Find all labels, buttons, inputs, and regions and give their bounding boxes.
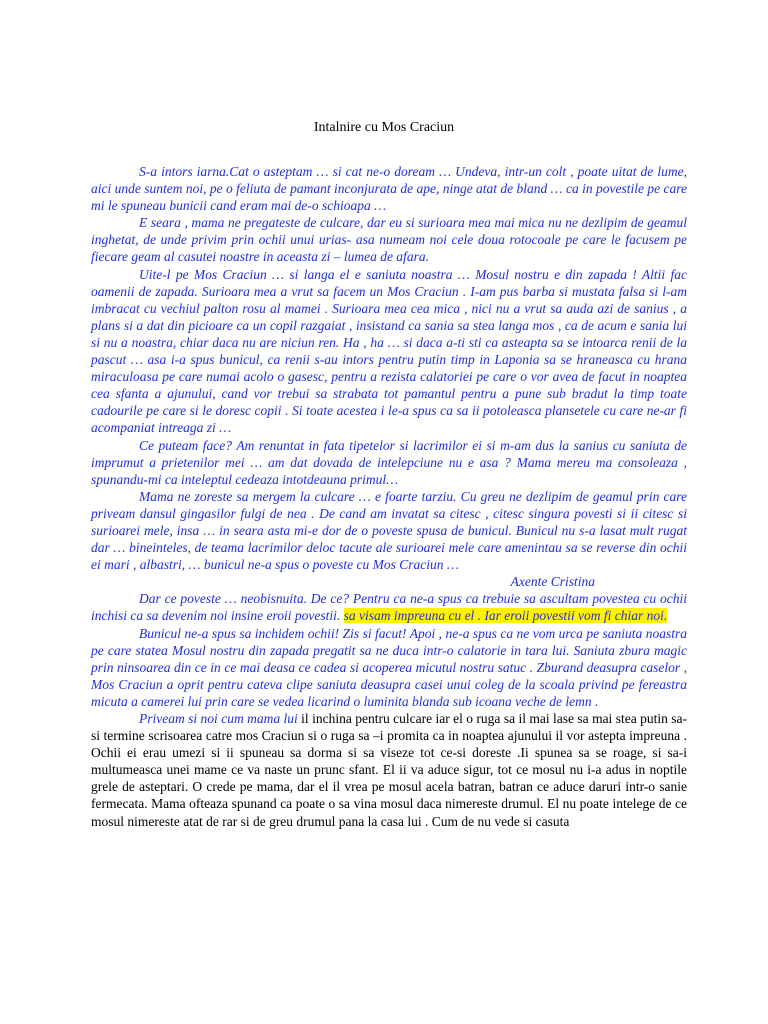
paragraph-4: Ce puteam face? Am renuntat in fata tipetelor si lacrimilor ei si m-am dus la sanius cu saniuta de imprumut a prietenilor mei … am dat dovada de intelepciune nu e asa ? Mama mereu ma consoleaza , spunandu-mi ca inteleptul cedeaza intotdeauna primul… (91, 437, 687, 487)
highlighted-text: sa visam impreuna cu el . Iar eroii povestii vom fi chiar noi. (343, 608, 668, 624)
paragraph-6-text: Dar ce poveste … neobisnuita. De ce? Pentru ca ne-a spus ca trebuie sa ascultam povestea cu ochii inchisi ca sa devenim noi insine eroii povestii. (91, 591, 687, 624)
paragraph-8 (91, 710, 687, 830)
paragraph-6 (91, 590, 687, 624)
document-body (91, 163, 687, 830)
author-name: Axente Cristina (510, 574, 595, 590)
paragraph-7: Bunicul ne-a spus sa inchidem ochii! Zis si facut! Apoi , ne-a spus ca ne vom urca pe saniuta noastra pe care statea Mosul nostru din zapada pregatit sa ne duca intr-o calatorie in tara lui. Saniuta zbura magic prin ninsoarea din ce in ce mai deasa ce cadea si acoperea micutul nostru satuc . Zburand deasupra caselor , Mos Craciun a oprit pentru cateva clipe saniuta deasupra casei unui coleg de la scoala privind pe fereastra micuta a camerei lui prin care se vedea licarind o luminita blanda sub icoana veche de lemn . (91, 625, 687, 709)
paragraph-2: E seara , mama ne pregateste de culcare, dar eu si surioara mea mai mica nu ne dezlipim de geamul inghetat, de unde privim prin ochii unui urias- asa numeam noi cele doua rotocoale pe care le facusem pe fiecare geam al casutei noastre in aceasta zi – lumea de afara. (91, 215, 687, 265)
paragraph-1: S-a intors iarna.Cat o asteptam … si cat ne-o doream … Undeva, intr-un colt , poate uitat de lume, aici unde suntem noi, pe o feliuta de pamant inconjurata de ape, ninge atat de bland … ca in povestile pe care mi le spuneau bunicii cand eram mai de-o schioapa … (91, 164, 688, 214)
paragraph-3: Uite-l pe Mos Craciun … si langa el e saniuta noastra … Mosul nostru e din zapada ! Altii fac oamenii de zapada. Surioara mea a vrut sa facem un Mos Craciun . I-am pus barba si mustata falsa si l-am imbracat cu vechiul palton rosu al mamei . Surioara mea cea mica , nici nu a vrut sa auda azi de sanius , a plans si a dat din picioare ca un copil razgaiat , insistand ca sania sa stea langa mos , ca de acum e sania lui si nu a noastra, chiar daca nu are niciun ren. Ha , ha … si daca a-ti sti ca asteapta sa se intoarca renii de la pascut … asa i-a spus bunicul, ca renii s-au intors pentru putin timp in Laponia sa se hraneasca cu hrana miraculoasa pe care numai acolo o gasesc, pentru a rezista calatoriei pe care o vor avea de facut in noaptea cea sfanta a ajunului, cand vor trebui sa strabata tot pamantul pentru a pune sub bradut la timp toate cadourile pe care si le doresc copii . Si toate acestea i le-a spus ca sa ii potoleasca plansetele cu care ne-ar fi acompaniat intreaga zi … (91, 266, 687, 436)
paragraph-5: Mama ne zoreste sa mergem la culcare … e foarte tarziu. Cu greu ne dezlipim de geamul prin care priveam dansul gingasilor fulgi de nea . De cand am invatat sa citesc , citesc singura povesti si ii citesc si surioarei mele, insa … in seara asta mi-e dor de o poveste spusa de bunicul. Bunicul nu s-a lasat mult rugat dar … bineinteles, de teama lacrimilor deloc tacute ale surioarei mele care amenintau sa se reverse din ochii ei mari , albastri, … bunicul ne-a spus o poveste cu Mos Craciun … (91, 488, 687, 573)
document-title: Intalnire cu Mos Craciun (313, 120, 455, 135)
paragraph-8-italic: Priveam si noi cum mama lui (139, 711, 298, 726)
paragraph-8-plain: il inchina pentru culcare iar el o ruga sa il mai lase sa mai stea putin sa-si termine scrisoarea catre mos Craciun si o ruga sa –i promita ca in noaptea ajunului il vor astepta impreuna . Ochii ei erau umezi si ii spuneau sa dorma si sa viseze tot ce-si doreste .Ii spunea sa se roage, si sa-i multumeasca unei mame ce va naste un prunc sfant. El ii va aduce sigur, tot ce mosul nu i-a adus in noptile grele de asteptari. O crede pe mama, dar el il vrea pe mosul acela batran, batran ce aduce daruri intr-o sanie fermecata. Mama ofteaza spunand ca poate o sa vina mosul daca nimereste drumul. El nu poate intelege de ce mosul nimereste atat de rar si de greu drumul pana la casa lui . Cum de nu vede si casuta (91, 711, 688, 829)
